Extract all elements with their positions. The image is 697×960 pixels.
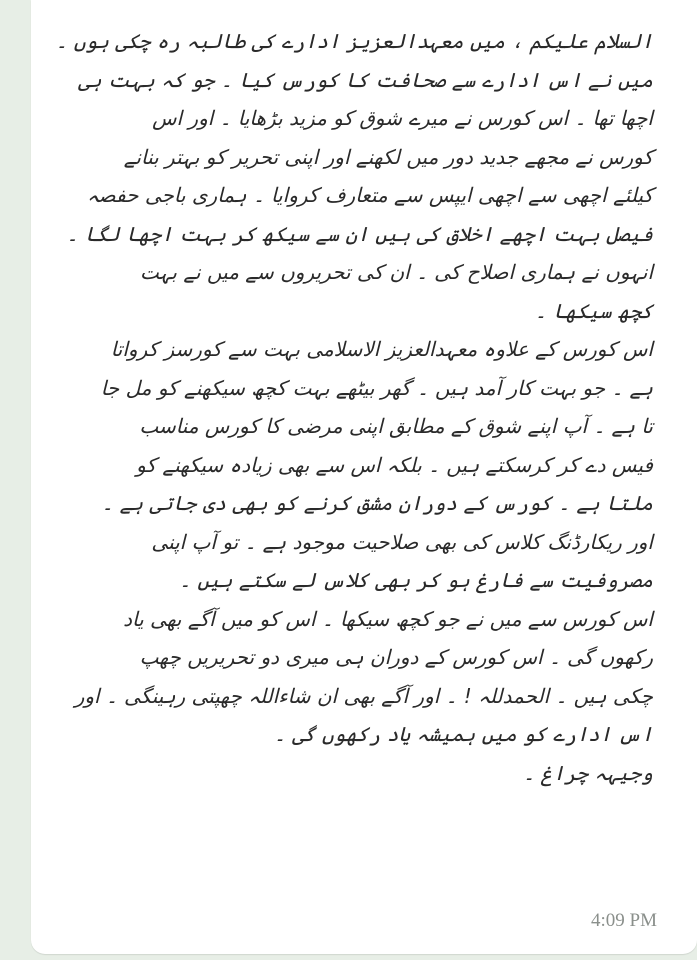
message-line: اس کورس کے علاوہ معہدالعزیز الاسلامی بہت سے کورسز کرواتا <box>110 337 653 361</box>
message-line: ملتا ہے ۔ کورس کے دوران مشق کرنے کو بھی دی جاتی ہے ۔ <box>101 491 653 515</box>
message-line: میں نے اس ادارے سے صحافت کا کورس کیا ۔ جو کہ بہت ہی <box>78 67 653 92</box>
message-bubble[interactable] <box>31 0 697 954</box>
message-line: رکھوں گی ۔ اس کورس کے دوران ہی میری دو تحریریں چھپ <box>139 645 653 669</box>
message-line: ہے ۔ جو بہت کار آمد ہیں ۔ گھر بیٹھے بہت کچھ سیکھنے کو مل جا <box>100 375 653 400</box>
message-line: اور ریکارڈنگ کلاس کی بھی صلاحیت موجود ہے ۔ تو آپ اپنی <box>151 529 653 554</box>
message-line: فیصل بہت اچھے اخلاق کی ہیں ان سے سیکھ کر بہت اچھا لگا ۔ <box>66 221 653 246</box>
message-line: اس کورس سے میں نے جو کچھ سیکھا ۔ اس کو میں آگے بھی یاد <box>123 606 653 631</box>
message-line: کورس نے مجھے جدید دور میں لکھنے اور اپنی تحریر کو بہتر بنانے <box>123 144 653 169</box>
message-text <box>55 22 653 792</box>
message-timestamp: 4:09 PM <box>591 910 657 931</box>
message-line: فیس دے کر کرسکتے ہیں ۔ بلکہ اس سے بھی زیادہ سیکھنے کو <box>136 452 653 477</box>
message-line: کیلئے اچھی سے اچھی ایپس سے متعارف کروایا ۔ ہماری باجی حفصہ <box>86 183 653 207</box>
message-line: چکی ہیں ۔ الحمدللہ ! ۔ اور آگے بھی ان شاءاللہ چھپتی رہینگی ۔ اور <box>74 683 653 708</box>
message-line: اس ادارے کو میں ہمیشہ یاد رکھوں گی ۔ <box>274 722 653 746</box>
message-line: کچھ سیکھا ۔ <box>534 298 653 323</box>
message-line: اچھا تھا ۔ اس کورس نے میرے شوق کو مزید بڑھایا ۔ اور اس <box>152 106 653 130</box>
message-line: السلام علیکم ، میں معہدالعزیز ادارے کی طالبہ رہ چکی ہوں ۔ <box>55 29 653 53</box>
message-line: مصروفیت سے فارغ ہو کر بھی کلاس لے سکتے ہیں ۔ <box>179 568 653 592</box>
message-line: انہوں نے ہماری اصلاح کی ۔ ان کی تحریروں سے میں نے بہت <box>140 260 653 284</box>
message-signature: وجیہہ چراغ ۔ <box>523 760 653 785</box>
message-line: تا ہے ۔ آپ اپنے شوق کے مطابق اپنی مرضی کا کورس مناسب <box>139 414 653 438</box>
